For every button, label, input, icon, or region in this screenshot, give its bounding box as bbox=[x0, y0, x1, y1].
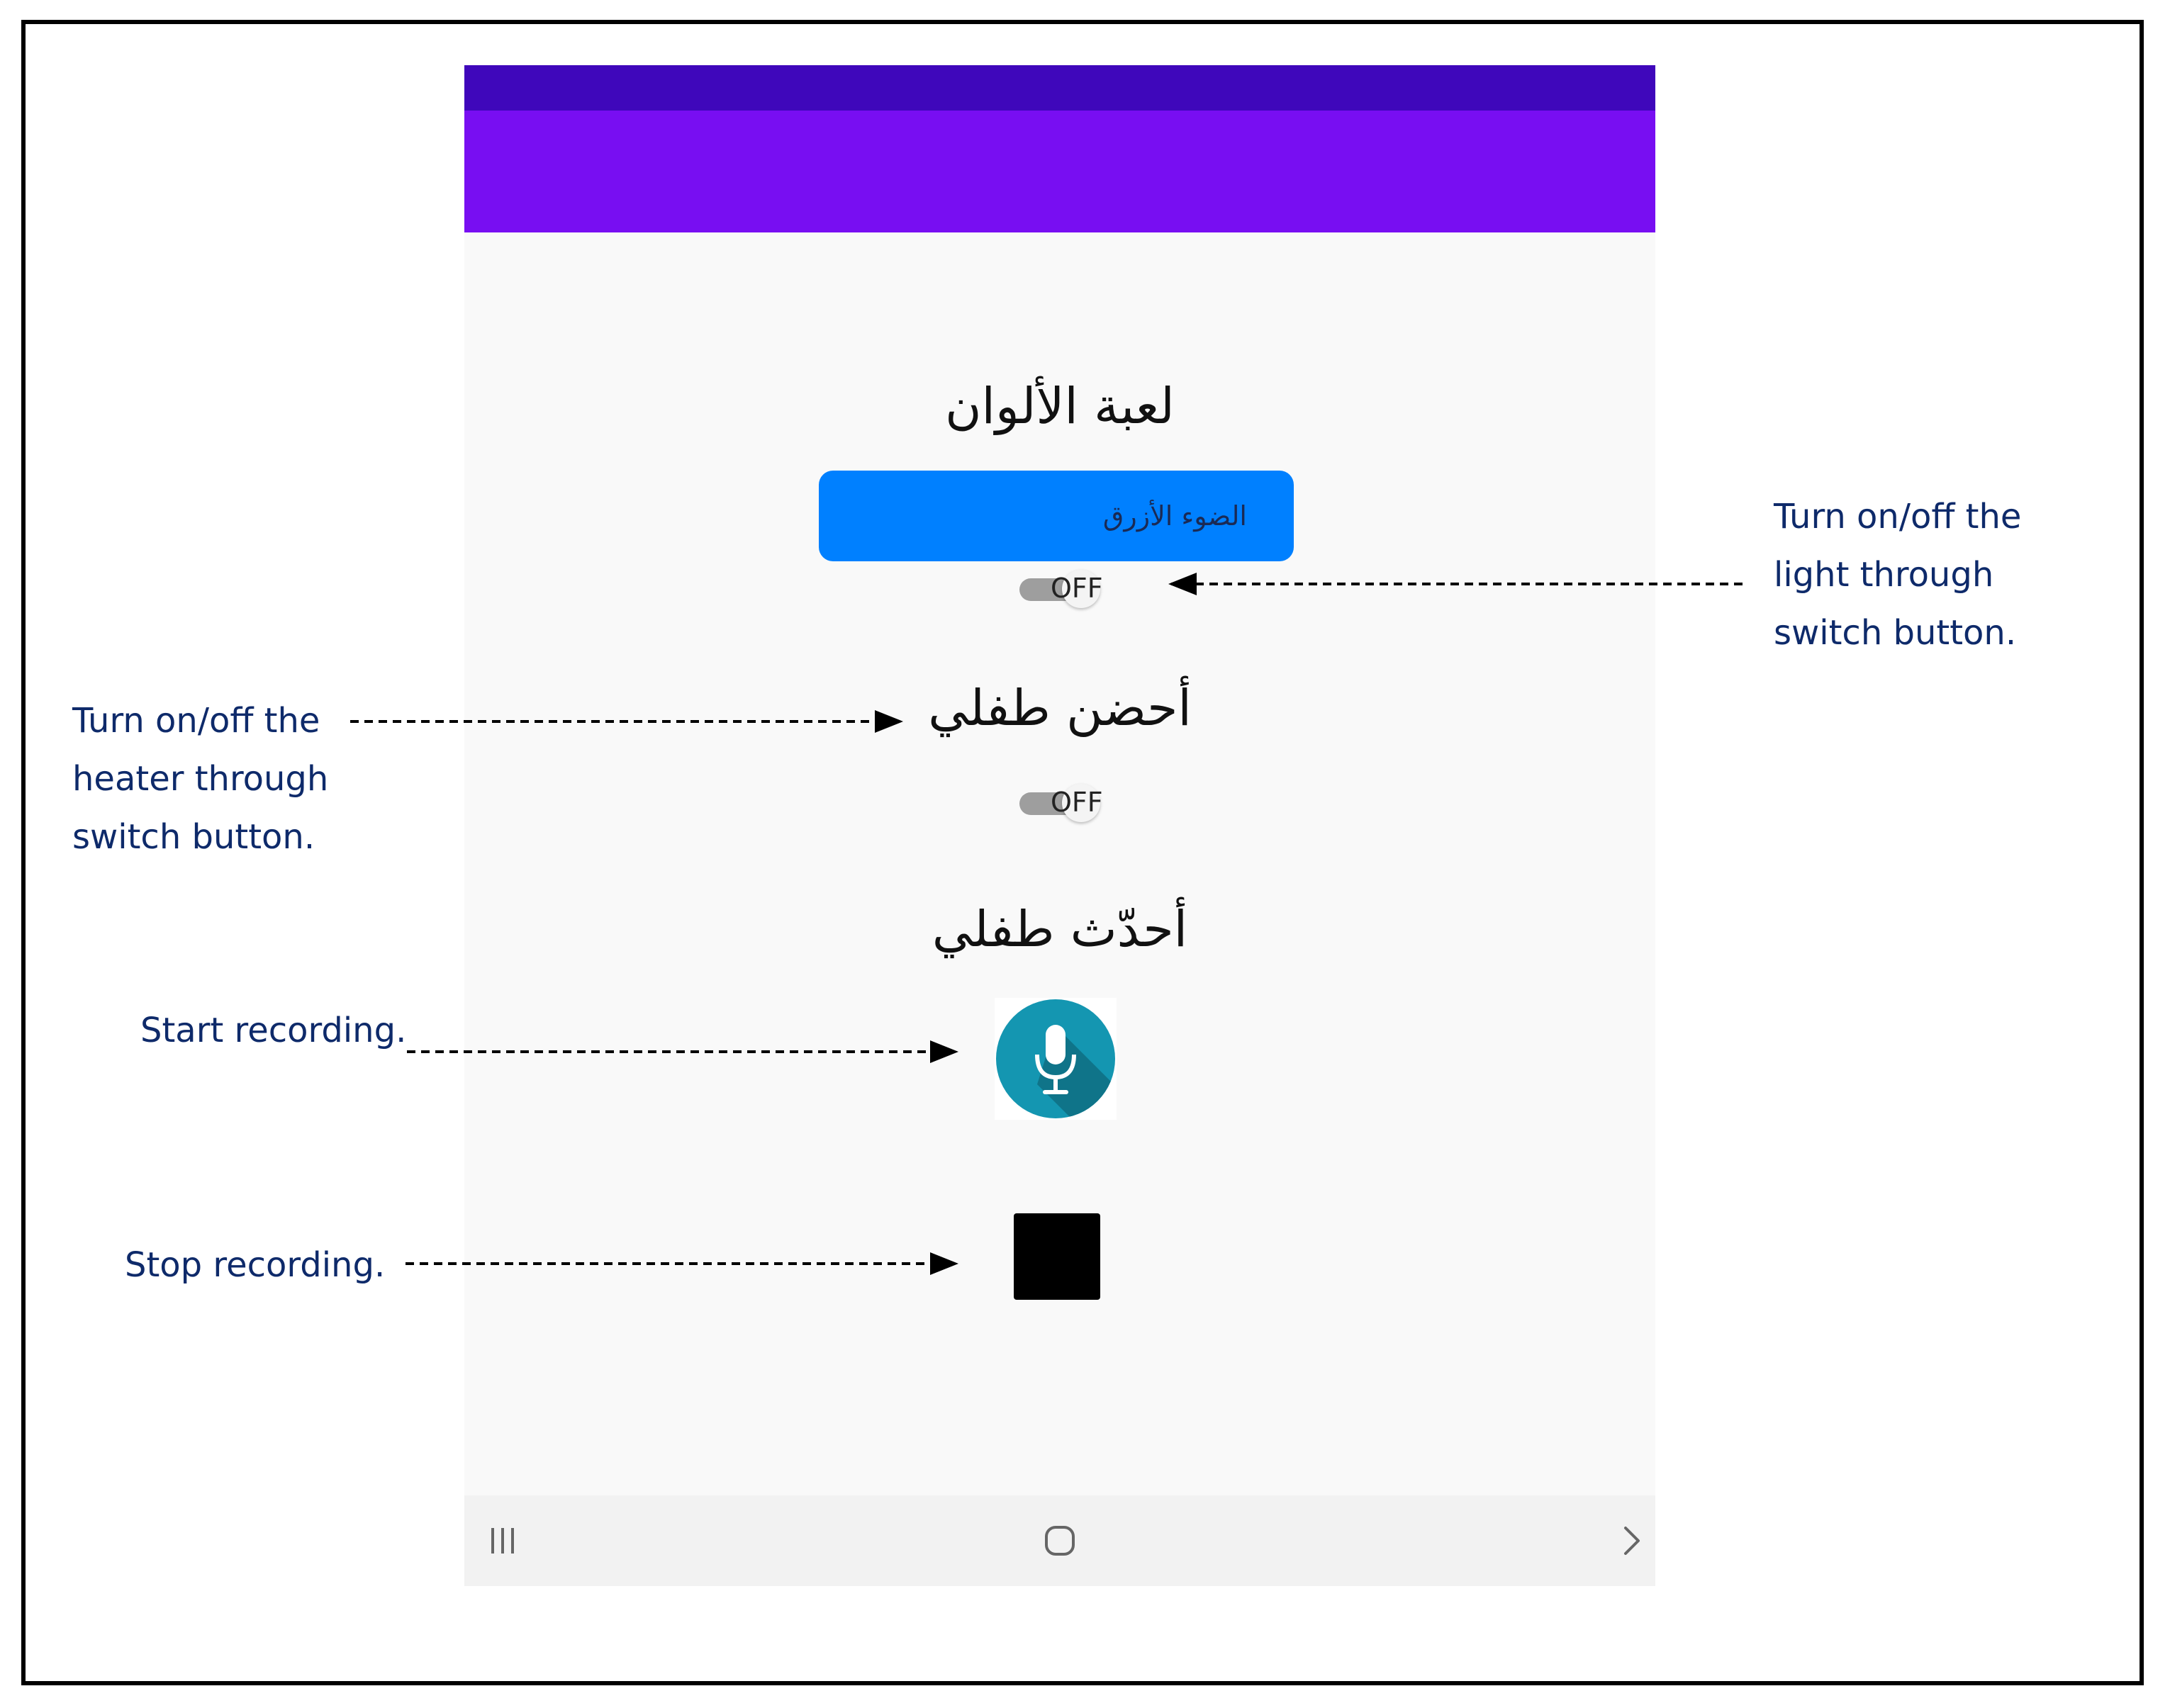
back-button[interactable] bbox=[1609, 1518, 1654, 1563]
recent-apps-button[interactable] bbox=[480, 1518, 525, 1563]
recent-apps-icon bbox=[480, 1518, 525, 1563]
light-switch[interactable] bbox=[1014, 570, 1113, 609]
heater-switch[interactable] bbox=[1014, 784, 1113, 824]
phone-screen bbox=[464, 65, 1655, 1586]
heater-switch-label: OFF bbox=[1051, 787, 1103, 818]
annotation-heater bbox=[72, 692, 328, 866]
start-recording-button[interactable] bbox=[995, 998, 1117, 1120]
blue-light-button[interactable]: الضوء الأزرق bbox=[819, 471, 1294, 561]
talk-title: أحدّث طفلي bbox=[932, 900, 1188, 958]
annotation-light-line-2: light through bbox=[1774, 555, 1994, 595]
annotation-start-recording: Start recording. bbox=[140, 1011, 407, 1050]
home-icon bbox=[1037, 1518, 1083, 1563]
annotation-heater-line-3: switch button. bbox=[72, 817, 315, 857]
annotation-heater-line-2: heater through bbox=[72, 759, 329, 799]
back-chevron-icon bbox=[1609, 1518, 1654, 1563]
annotation-light bbox=[1774, 488, 2021, 662]
app-bar bbox=[464, 111, 1655, 232]
light-switch-label: OFF bbox=[1051, 573, 1103, 604]
status-bar bbox=[464, 65, 1655, 111]
annotation-heater-line-1: Turn on/off the bbox=[72, 701, 320, 741]
home-button[interactable] bbox=[1037, 1518, 1083, 1563]
stop-recording-button[interactable] bbox=[1014, 1213, 1100, 1300]
heater-title: أحضن طفلي bbox=[928, 679, 1192, 737]
navigation-bar bbox=[464, 1495, 1655, 1586]
annotation-stop-recording: Stop recording. bbox=[125, 1245, 386, 1285]
color-game-title: لعبة الألوان bbox=[945, 377, 1175, 435]
annotation-light-line-1: Turn on/off the bbox=[1774, 497, 2022, 536]
annotation-light-line-3: switch button. bbox=[1774, 613, 2017, 653]
microphone-icon bbox=[995, 998, 1117, 1120]
